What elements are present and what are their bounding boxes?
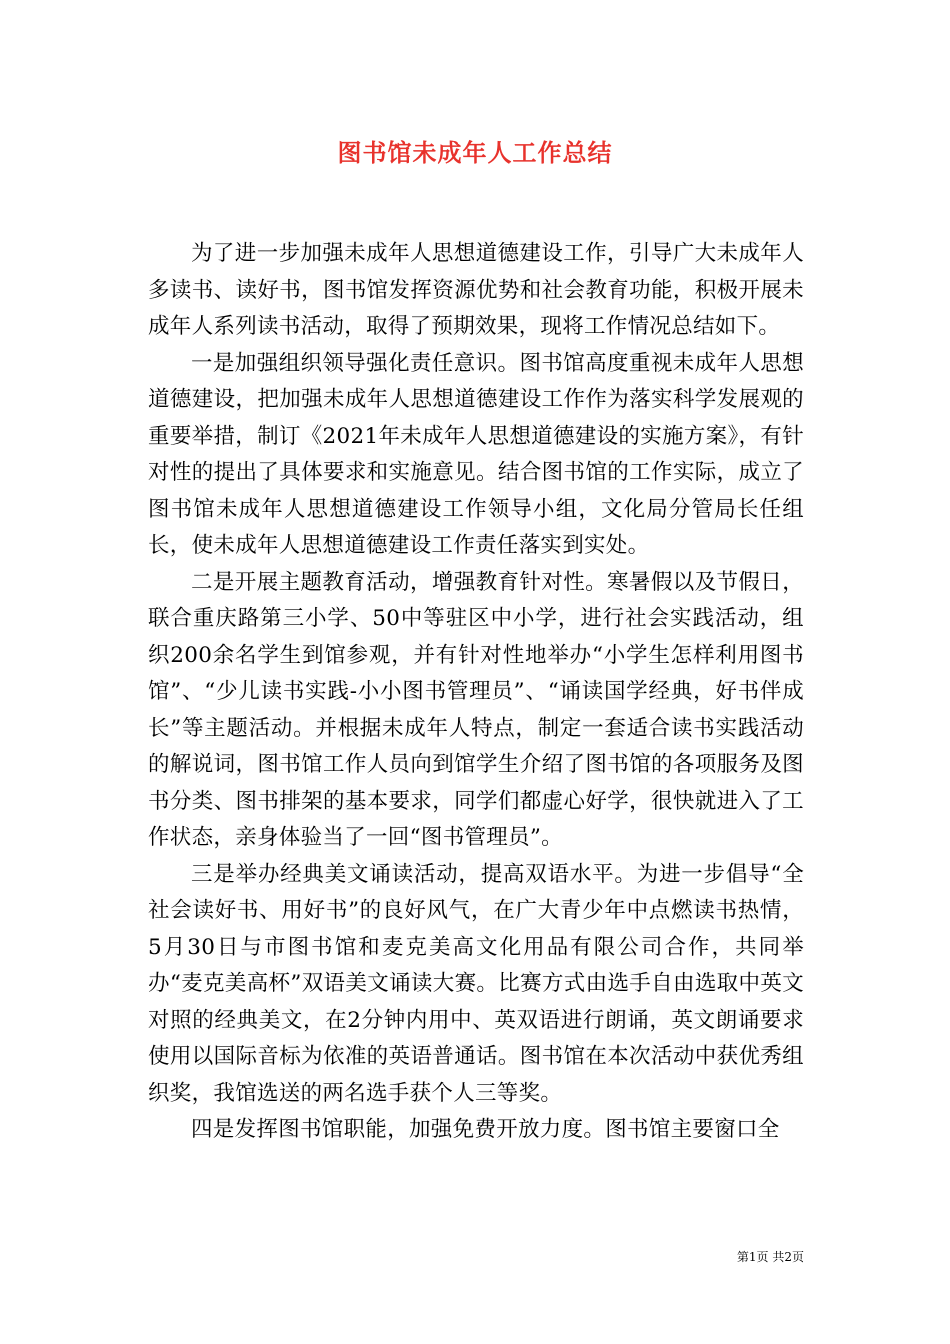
paragraph-1: 一是加强组织领导强化责任意识。图书馆高度重视未成年人思想道德建设，把加强未成年人思想道德建设工作作为落实科学发展观的重要举措，制订《2021年未成年人思想道德建设的实施方案》，有针对性的提出了具体要求和实施意见。结合图书馆的工作实际，成立了图书馆未成年人思想道德建设工作领导小组，文化局分管局长任组长，使未成年人思想道德建设工作责任落实到实处。 [148,350,804,558]
page-number-footer: 第1页 共2页 [736,1250,804,1264]
paragraph-3: 三是举办经典美文诵读活动，提高双语水平。为进一步倡导“全社会读好书、用好书”的良好风气，在广大青少年中点燃读书热情，5月30日与市图书馆和麦克美高文化用品有限公司合作，共同举办“麦克美高杯”双语美文诵读大赛。比赛方式由选手自由选取中英文对照的经典美文，在2分钟内用中、英双语进行朗诵，英文朗诵要求使用以国际音标为依准的英语普通话。图书馆在本次活动中获优秀组织奖，我馆选送的两名选手获个人三等奖。 [148,861,804,1106]
paragraph-4: 四是发挥图书馆职能，加强免费开放力度。图书馆主要窗口全 [191,1117,780,1142]
paragraph-intro: 为了进一步加强未成年人思想道德建设工作，引导广大未成年人多读书、读好书，图书馆发挥资源优势和社会教育功能，积极开展未成年人系列读书活动，取得了预期效果，现将工作情况总结如下。 [148,241,804,339]
document-body [148,236,804,1149]
document-title: 图书馆未成年人工作总结 [337,138,613,167]
paragraph-2: 二是开展主题教育活动，增强教育针对性。寒暑假以及节假日，联合重庆路第三小学、50中等驻区中小学，进行社会实践活动，组织200余名学生到馆参观，并有针对性地举办“小学生怎样利用图书馆”、“少儿读书实践-小小图书管理员”、“诵读国学经典，好书伴成长”等主题活动。并根据未成年人特点，制定一套适合读书实践活动的解说词，图书馆工作人员向到馆学生介绍了图书馆的各项服务及图书分类、图书排架的基本要求，同学们都虚心好学，很快就进入了工作状态，亲身体验当了一回“图书管理员”。 [148,569,804,850]
